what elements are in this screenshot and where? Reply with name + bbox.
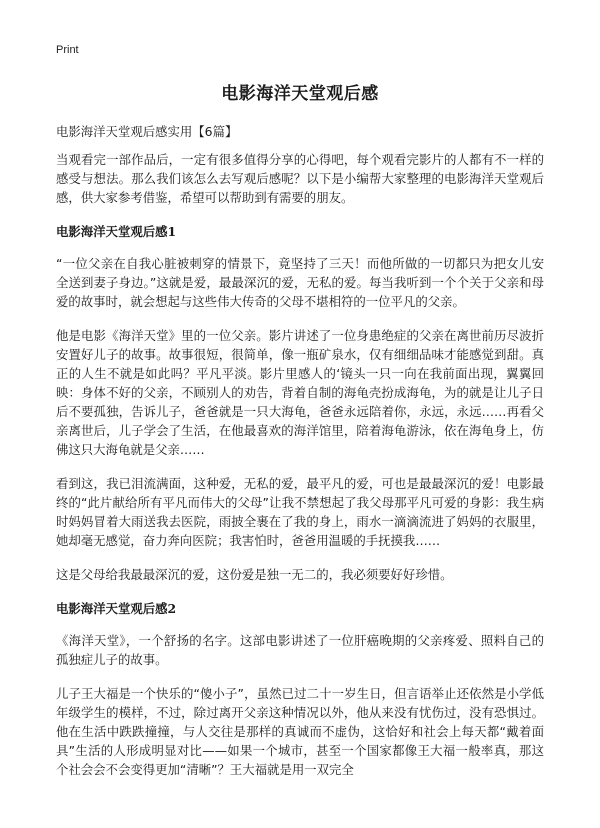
document-subtitle: 电影海洋天堂观后感实用【6篇】 bbox=[56, 124, 238, 139]
section-2 bbox=[56, 599, 544, 779]
paragraph: 看到这，我已泪流满面，这种爱，无私的爱，最平凡的爱，可也是最最深沉的爱！电影最终的“此片献给所有平凡而伟大的父母”让我不禁想起了我父母那平凡可爱的身影：我生病时妈妈冒着大雨送我去医院，雨披全裹在了我的身上，雨水一滴滴流进了妈妈的衣服里，她却毫无感觉，奋力奔向医院；我害怕时，爸爸用温暖的手抚摸我…… bbox=[56, 476, 544, 548]
paragraph: 《海洋天堂》，一个舒扬的名字。这部电影讲述了一位肝癌晚期的父亲疼爱、照料自己的孤独症儿子的故事。 bbox=[56, 633, 544, 667]
document-title: 电影海洋天堂观后感 bbox=[221, 84, 379, 104]
section-heading: 电影海洋天堂观后感1 bbox=[56, 224, 177, 239]
document-body bbox=[56, 122, 544, 794]
paragraph: “一位父亲在自我心脏被刺穿的情景下，竟坚持了三天！而他所做的一切都只为把女儿安全送到妻子身边。”这就是爱，最最深沉的爱，无私的爱。每当我听到一个个关于父亲和母爱的故事时，就会想起与这些伟大传奇的父母不堪相符的一位平凡的父亲。 bbox=[56, 256, 544, 309]
paragraph: 这是父母给我最最深沉的爱，这份爱是独一无二的，我必须要好好珍惜。 bbox=[56, 567, 453, 582]
intro-paragraph: 当观看完一部作品后，一定有很多值得分享的心得吧，每个观看完影片的人都有不一样的感受与想法。那么我们该怎么去写观后感呢？以下是小编帮大家整理的电影海洋天堂观后感，供大家参考借鉴，希望可以帮助到有需要的朋友。 bbox=[56, 152, 544, 205]
paragraph: 他是电影《海洋天堂》里的一位父亲。影片讲述了一位身患绝症的父亲在离世前历尽波折安置好儿子的故事。故事很短，很简单，像一瓶矿泉水，仅有细细品味才能感觉到甜。真正的人生不就是如此吗？平凡平淡。影片里感人的‘镜头一只一向在我前面出现，翼翼回映：身体不好的父亲，不顾别人的劝告，背着自制的海龟壳扮成海龟，为的就是让儿子日后不要孤独，告诉儿子，爸爸就是一只大海龟，爸爸永远陪着你，永远，永远……再看父亲离世后，儿子学会了生活，在他最喜欢的海洋馆里，陪着海龟游泳，依在海龟身上，仿佛这只大海龟就是父亲…… bbox=[56, 328, 544, 457]
paragraph: 儿子王大福是一个快乐的“傻小子”，虽然已过二十一岁生日，但言语举止还依然是小学低年级学生的模样，不过，除过离开父亲这种情况以外，他从来没有忧伤过，没有恐惧过。他在生活中跌跌撞撞，与人交往是那样的真诚而不虚伪，这恰好和社会上每天都“戴着面具”生活的人形成明显对比——如果一个城市，甚至一个国家都像王大福一般率真，那这个社会会不会变得更加“清晰”？王大福就是用一双完全 bbox=[56, 686, 544, 777]
section-1 bbox=[56, 222, 544, 584]
section-heading: 电影海洋天堂观后感2 bbox=[56, 601, 177, 616]
print-link[interactable]: Print bbox=[56, 44, 79, 56]
